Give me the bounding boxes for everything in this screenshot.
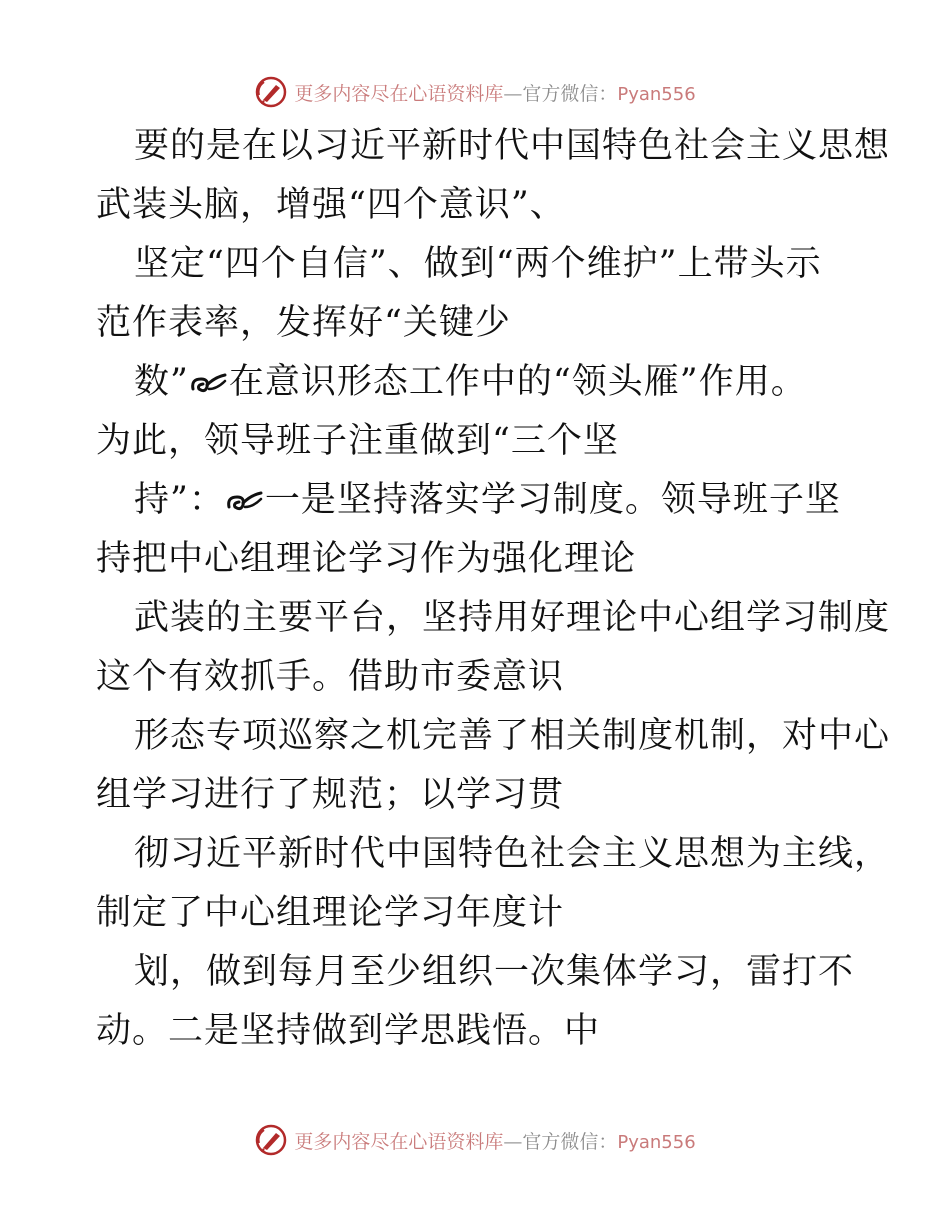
footer-dash: — [503, 1130, 523, 1153]
footer-banner-text [294, 1127, 695, 1154]
body-line: 制定了中心组理论学习年度计 [96, 893, 565, 933]
footer-banner [0, 1120, 950, 1160]
body-line: 为此，领导班子注重做到“三个坚 [96, 421, 619, 461]
body-line-segment: 在意识形态工作中的“领头雁”作用。 [228, 362, 807, 402]
body-line: 坚定“四个自信”、做到“两个维护”上带头示 [134, 244, 822, 284]
footer-site-name: 更多内容尽在心语资料库 [294, 1130, 504, 1153]
body-line [134, 478, 894, 522]
footer-wechat-label: 官方微信： [522, 1130, 618, 1153]
body-line: 武装的主要平台，坚持用好理论中心组学习制度 [134, 598, 891, 638]
body-line: 形态专项巡察之机完善了相关制度机制，对中心 [134, 716, 891, 756]
body-line: 彻习近平新时代中国特色社会主义思想为主线， [134, 834, 891, 874]
footer-wechat-handle: Pyan556 [617, 1131, 696, 1153]
header-site-name: 更多内容尽在心语资料库 [294, 82, 504, 105]
body-line: 组学习进行了规范；以学习贯 [96, 775, 565, 815]
body-line [134, 360, 894, 404]
body-line-segment: 持”： [134, 480, 225, 520]
body-line: 持把中心组理论学习作为强化理论 [96, 539, 637, 579]
body-line: 范作表率，发挥好“关键少 [96, 303, 511, 343]
body-line: 动。二是坚持做到学思践悟。中 [96, 1011, 601, 1051]
swash-ornament-icon [225, 485, 265, 515]
header-dash: — [503, 82, 523, 105]
pen-logo-icon [254, 1123, 288, 1157]
body-line: 这个有效抓手。借助市委意识 [96, 657, 565, 697]
body-line: 武装头脑，增强“四个意识”、 [96, 185, 566, 225]
swash-ornament-icon [189, 367, 229, 397]
body-line: 要的是在以习近平新时代中国特色社会主义思想 [134, 126, 891, 166]
body-line: 划，做到每月至少组织一次集体学习，雷打不 [134, 952, 855, 992]
body-line-segment: 数” [134, 362, 189, 402]
header-wechat-handle: Pyan556 [617, 83, 696, 105]
body-line-segment: 一是坚持落实学习制度。领导班子坚 [264, 480, 841, 520]
header-wechat-label: 官方微信： [522, 82, 618, 105]
